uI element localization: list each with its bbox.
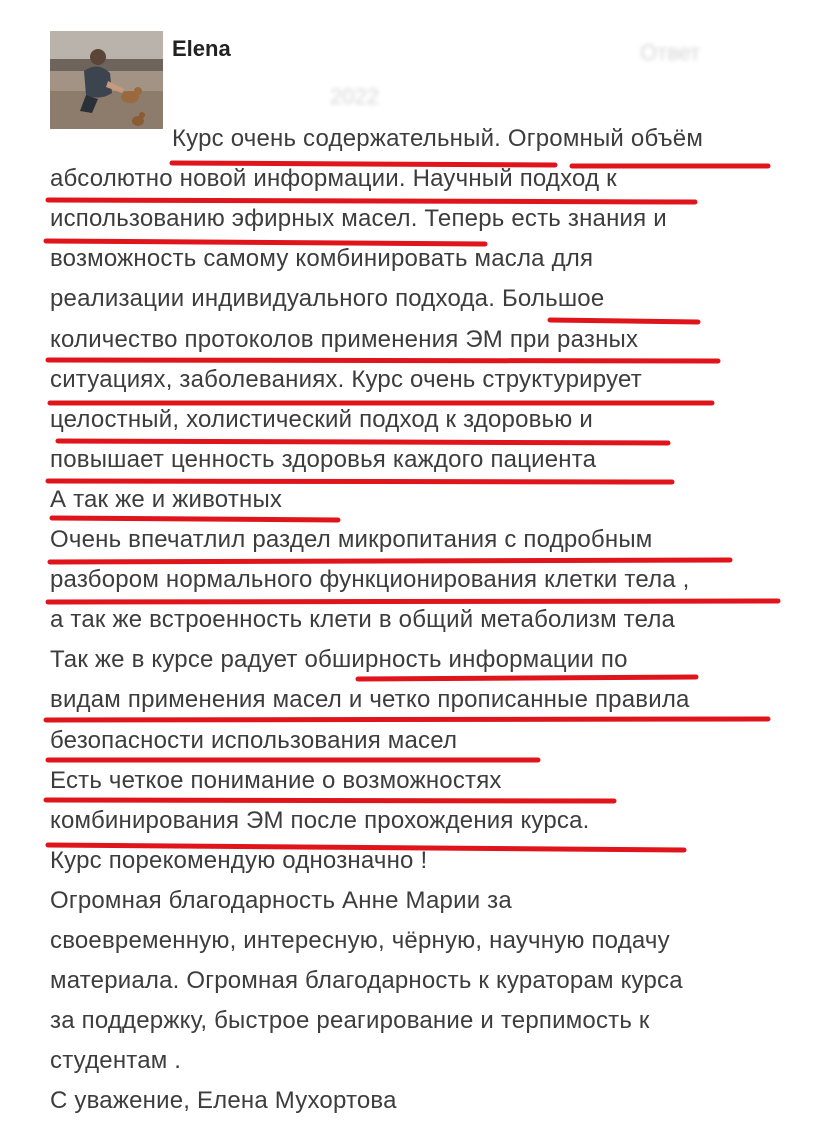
author-name[interactable]: Elena bbox=[172, 36, 231, 61]
review-text-line: Курс порекомендую однозначно ! bbox=[50, 846, 428, 874]
underline-stroke bbox=[46, 800, 614, 801]
review-text-line: целостный, холистический подход к здоровью и bbox=[50, 405, 593, 433]
review-text-line: безопасности использования масел bbox=[50, 726, 458, 754]
review-text-line: Есть четкое понимание о возможностях bbox=[50, 766, 502, 794]
underline-stroke bbox=[550, 320, 698, 322]
underline-stroke bbox=[48, 360, 718, 361]
review-text-line: а так же встроенность клети в общий метаболизм тела bbox=[50, 606, 676, 634]
review-text-line: Курс очень содержательный. Огромный объём bbox=[172, 125, 704, 152]
reply-link[interactable]: Ответ bbox=[640, 40, 701, 65]
review-text-line: реализации индивидуального подхода. Большое bbox=[50, 285, 605, 313]
review-date: 2022 bbox=[330, 84, 379, 109]
review-text-line: количество протоколов применения ЭМ при разных bbox=[50, 325, 639, 353]
review-text-line: своевременную, интересную, чёрную, научную подачу bbox=[50, 927, 670, 954]
review-text-line: абсолютно новой информации. Научный подход к bbox=[50, 165, 617, 193]
review-text-line: С уважение, Елена Мухортова bbox=[50, 1087, 397, 1115]
review-text-line: ситуациях, заболеваниях. Курс очень структурирует bbox=[50, 365, 642, 393]
review-text-line: Огромная благодарность Анне Марии за bbox=[50, 886, 512, 914]
review-text-line: комбинирования ЭМ после прохождения курса. bbox=[50, 806, 590, 834]
review-text-line: видам применения масел и четко прописанные правила bbox=[50, 686, 690, 714]
review-text-line: возможность самому комбинировать масла для bbox=[50, 245, 594, 273]
underline-stroke bbox=[48, 601, 778, 602]
review-text-line: А так же и животных bbox=[50, 485, 283, 513]
underline-stroke bbox=[48, 200, 695, 202]
review-text-line: Так же в курсе радует обширность информации по bbox=[50, 646, 628, 674]
review-text-line: студентам . bbox=[50, 1047, 182, 1075]
underline-stroke bbox=[358, 677, 696, 679]
avatar-photo-icon bbox=[50, 31, 163, 129]
review-text-line: повышает ценность здоровья каждого пациента bbox=[50, 445, 597, 473]
review-text-line: материала. Огромная благодарность к кураторам курса bbox=[50, 967, 683, 995]
review-text-line: использованию эфирных масел. Теперь есть знания и bbox=[50, 205, 667, 233]
underline-stroke bbox=[50, 560, 730, 562]
underline-stroke bbox=[58, 441, 668, 443]
review-text-line: за поддержку, быстрое реагирование и терпимость к bbox=[50, 1007, 650, 1035]
underline-stroke bbox=[48, 481, 672, 482]
review-text-line: разбором нормального функционирования клетки тела , bbox=[50, 566, 690, 594]
review-text-line: Очень впечатлил раздел микропитания с подробным bbox=[50, 526, 653, 553]
avatar[interactable] bbox=[50, 31, 163, 129]
underline-stroke bbox=[52, 518, 338, 520]
underline-stroke bbox=[46, 719, 768, 720]
